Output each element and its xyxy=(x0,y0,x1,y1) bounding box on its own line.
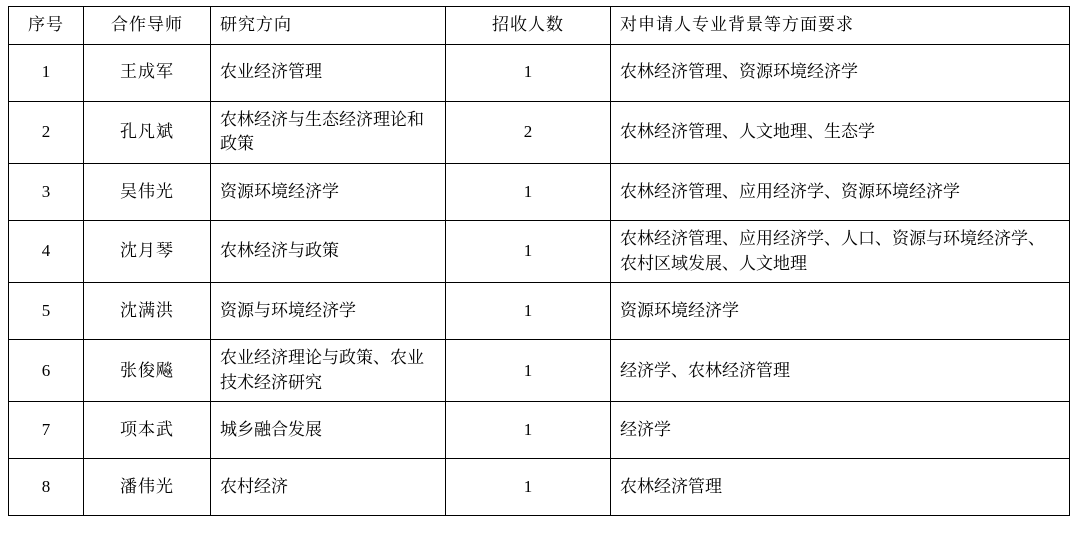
table-row xyxy=(9,101,1070,163)
table-row xyxy=(9,459,1070,516)
column-header-advisor: 合作导师 xyxy=(84,7,211,45)
advisor-table xyxy=(8,6,1070,516)
cell-direction: 城乡融合发展 xyxy=(211,402,446,459)
cell-advisor: 沈月琴 xyxy=(84,220,211,282)
table-header xyxy=(9,7,1070,45)
cell-direction: 资源与环境经济学 xyxy=(211,283,446,340)
cell-direction: 农业经济理论与政策、农业技术经济研究 xyxy=(211,340,446,402)
cell-count: 1 xyxy=(446,163,611,220)
table-row xyxy=(9,340,1070,402)
cell-advisor: 项本武 xyxy=(84,402,211,459)
column-header-direction: 研究方向 xyxy=(211,7,446,45)
cell-requirement: 农林经济管理 xyxy=(611,459,1070,516)
cell-direction: 农林经济与政策 xyxy=(211,220,446,282)
cell-no: 6 xyxy=(9,340,84,402)
cell-no: 3 xyxy=(9,163,84,220)
cell-advisor: 潘伟光 xyxy=(84,459,211,516)
table-row xyxy=(9,402,1070,459)
cell-count: 1 xyxy=(446,340,611,402)
cell-advisor: 沈满洪 xyxy=(84,283,211,340)
column-header-count: 招收人数 xyxy=(446,7,611,45)
cell-advisor: 吴伟光 xyxy=(84,163,211,220)
cell-count: 1 xyxy=(446,459,611,516)
table-row xyxy=(9,283,1070,340)
cell-direction: 农业经济管理 xyxy=(211,44,446,101)
cell-requirement: 农林经济管理、应用经济学、资源环境经济学 xyxy=(611,163,1070,220)
cell-requirement: 农林经济管理、资源环境经济学 xyxy=(611,44,1070,101)
cell-count: 1 xyxy=(446,220,611,282)
cell-no: 4 xyxy=(9,220,84,282)
cell-direction: 农村经济 xyxy=(211,459,446,516)
cell-no: 8 xyxy=(9,459,84,516)
cell-count: 1 xyxy=(446,283,611,340)
table-row xyxy=(9,44,1070,101)
cell-requirement: 农林经济管理、人文地理、生态学 xyxy=(611,101,1070,163)
cell-requirement: 农林经济管理、应用经济学、人口、资源与环境经济学、农村区域发展、人文地理 xyxy=(611,220,1070,282)
cell-direction: 资源环境经济学 xyxy=(211,163,446,220)
column-header-no: 序号 xyxy=(9,7,84,45)
cell-count: 2 xyxy=(446,101,611,163)
cell-requirement: 经济学 xyxy=(611,402,1070,459)
cell-no: 1 xyxy=(9,44,84,101)
cell-no: 2 xyxy=(9,101,84,163)
cell-advisor: 孔凡斌 xyxy=(84,101,211,163)
cell-requirement: 资源环境经济学 xyxy=(611,283,1070,340)
table-row xyxy=(9,220,1070,282)
cell-no: 5 xyxy=(9,283,84,340)
table-row xyxy=(9,163,1070,220)
cell-direction: 农林经济与生态经济理论和政策 xyxy=(211,101,446,163)
cell-advisor: 张俊飚 xyxy=(84,340,211,402)
column-header-requirement: 对申请人专业背景等方面要求 xyxy=(611,7,1070,45)
cell-count: 1 xyxy=(446,44,611,101)
table-header-row xyxy=(9,7,1070,45)
cell-requirement: 经济学、农林经济管理 xyxy=(611,340,1070,402)
table-body xyxy=(9,44,1070,516)
cell-count: 1 xyxy=(446,402,611,459)
cell-no: 7 xyxy=(9,402,84,459)
cell-advisor: 王成军 xyxy=(84,44,211,101)
